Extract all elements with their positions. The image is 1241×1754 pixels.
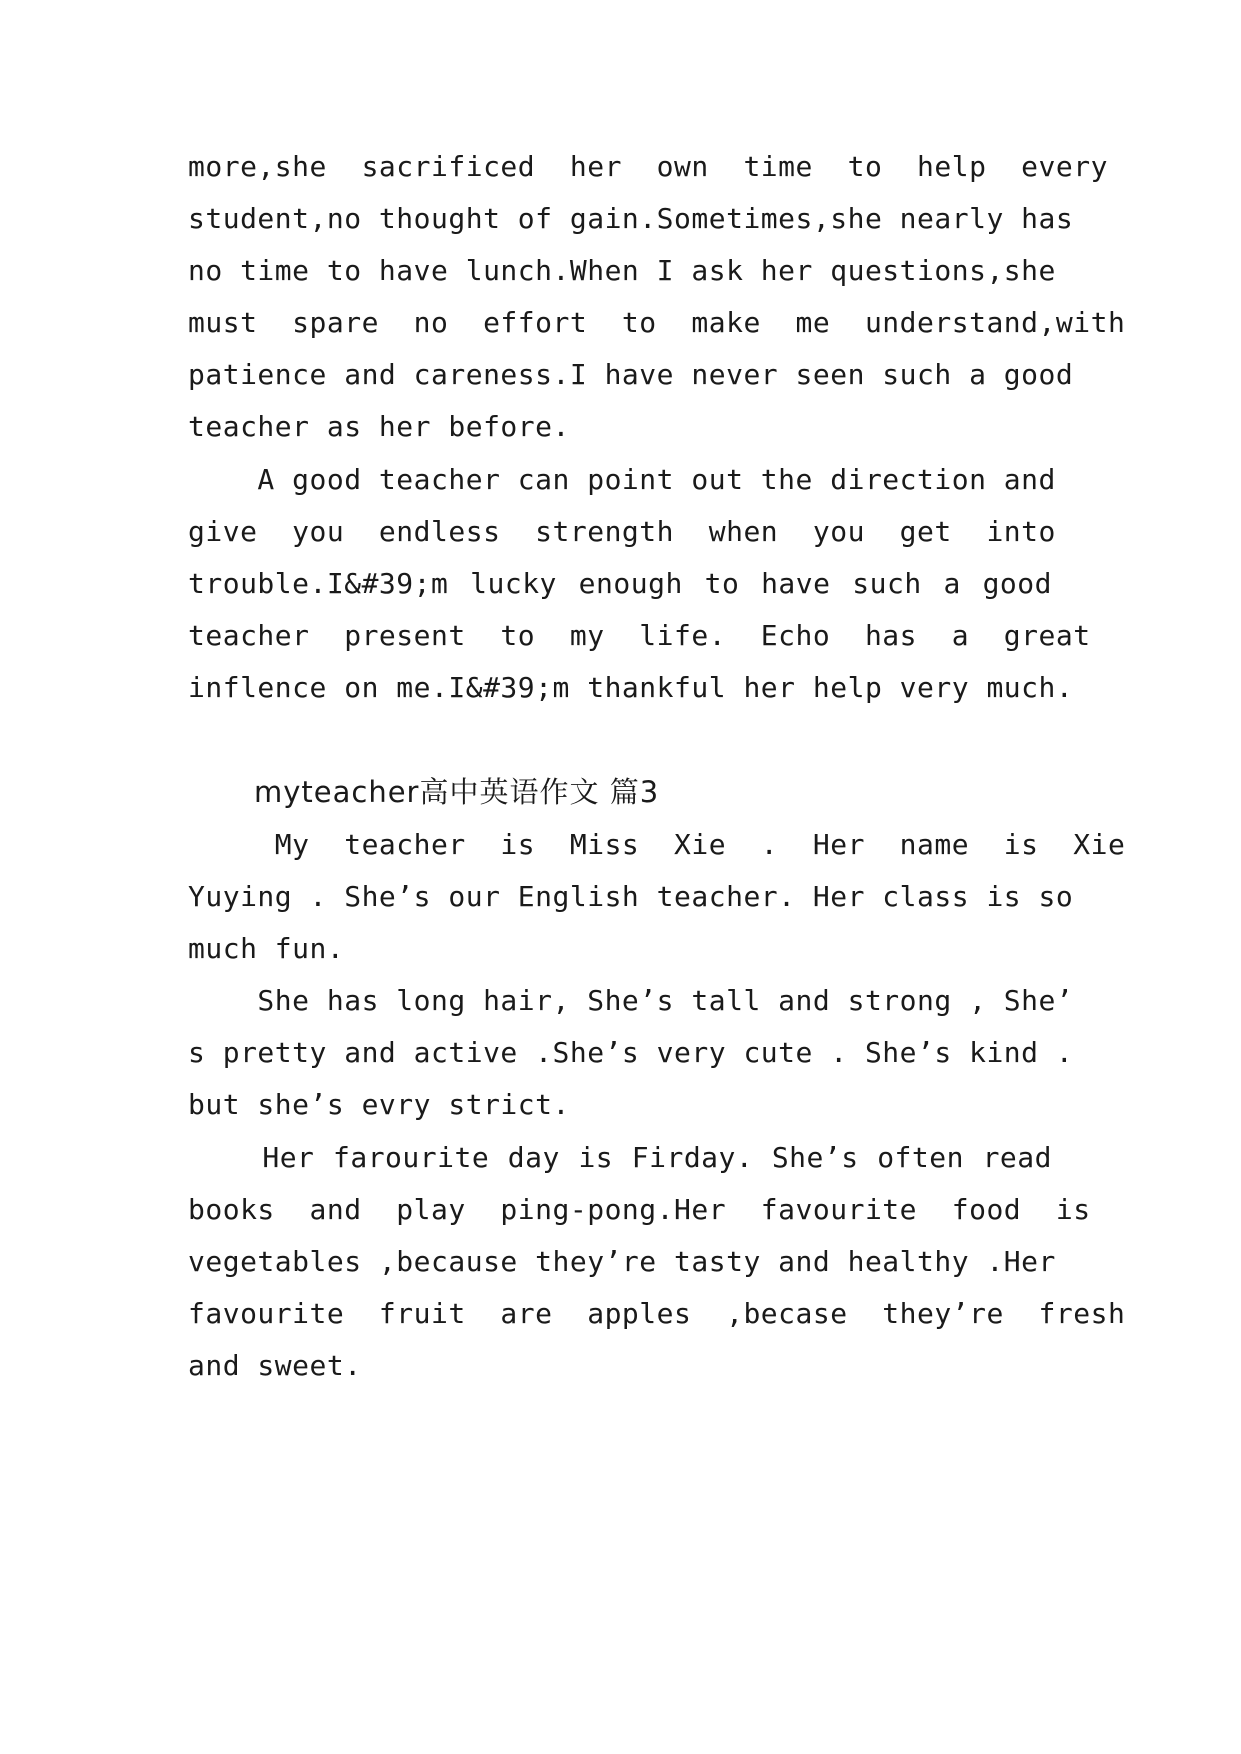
- text-line: no time to have lunch.When I ask her questions,she: [188, 254, 1056, 287]
- text-line: and sweet.: [188, 1349, 362, 1382]
- text-line: inflence on me.I&#39;m thankful her help very much.: [188, 671, 1074, 704]
- section-heading: myteacher高中英语作文 篇3: [254, 775, 660, 809]
- text-line: s pretty and active .She’s very cute . She’s kind .: [188, 1036, 1074, 1069]
- text-line: vegetables ,because they’re tasty and healthy .Her: [188, 1245, 1056, 1278]
- text-line: teacher as her before.: [188, 410, 570, 443]
- text-line: must spare no effort to make me understand,with: [188, 306, 1126, 339]
- text-line: My teacher is Miss Xie . Her name is Xie: [188, 828, 1126, 861]
- text-line: student,no thought of gain.Sometimes,she nearly has: [188, 202, 1074, 235]
- text-line: Her farourite day is Firday. She’s often read: [188, 1141, 1052, 1174]
- text-line: but she’s evry strict.: [188, 1088, 570, 1121]
- text-line: teacher present to my life. Echo has a great: [188, 619, 1091, 652]
- text-line: give you endless strength when you get into: [188, 515, 1056, 548]
- text-line: She has long hair, She’s tall and strong , She’: [188, 984, 1074, 1017]
- text-line: much fun.: [188, 932, 345, 965]
- text-line: patience and careness.I have never seen such a good: [188, 358, 1074, 391]
- text-line: A good teacher can point out the direction and: [188, 463, 1056, 496]
- text-line: Yuying . She’s our English teacher. Her class is so: [188, 880, 1074, 913]
- text-line: books and play ping-pong.Her favourite food is: [188, 1193, 1091, 1226]
- text-line: favourite fruit are apples ,becase they’re fresh: [188, 1297, 1126, 1330]
- text-line: more,she sacrificed her own time to help every: [188, 150, 1108, 183]
- text-line: trouble.I&#39;m lucky enough to have such a good: [188, 567, 1052, 600]
